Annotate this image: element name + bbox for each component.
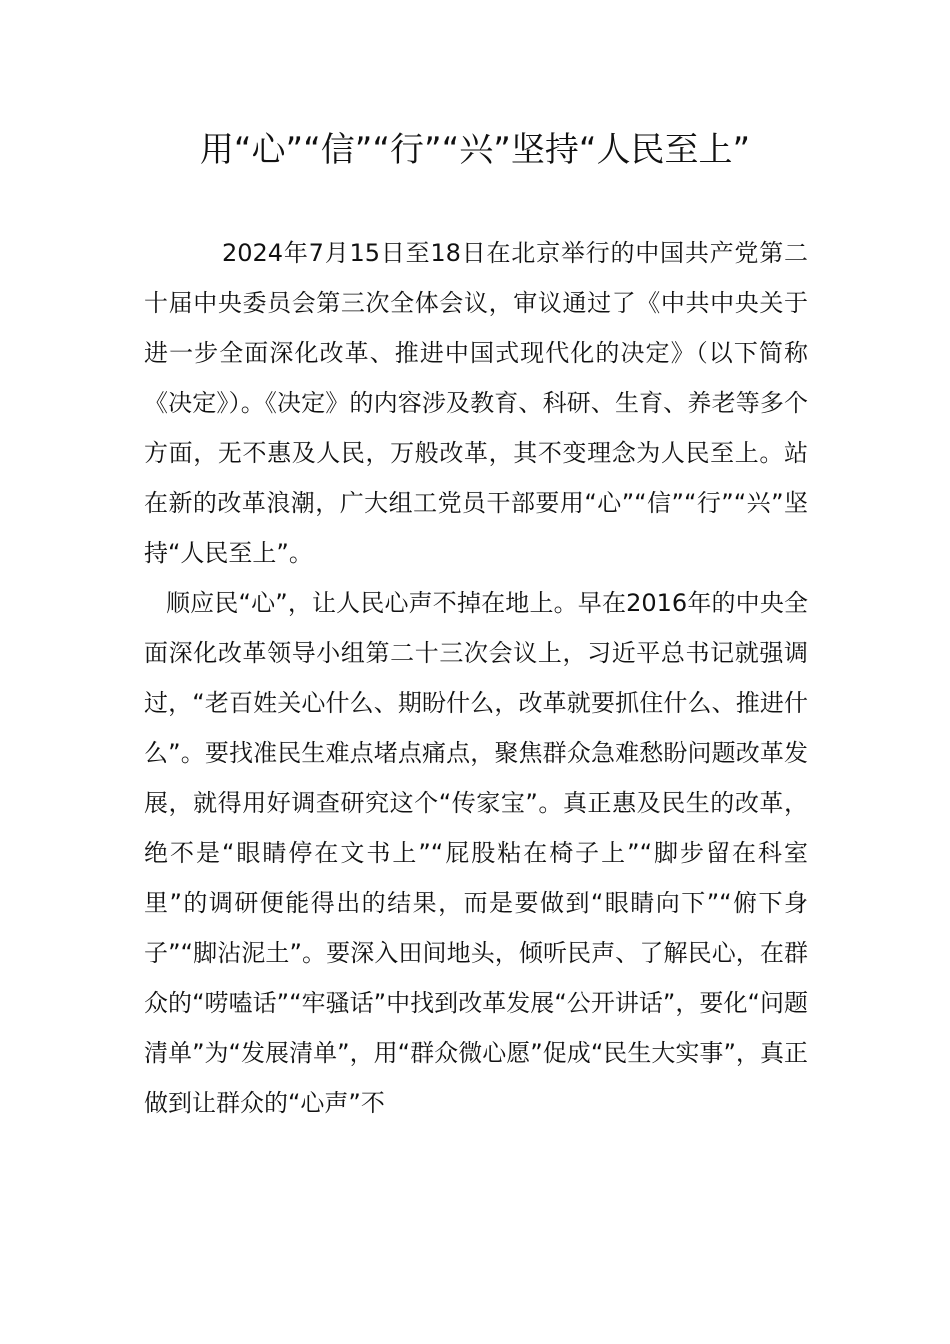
document-body (144, 228, 808, 1128)
paragraph-intro: 2024年7月15日至18日在北京举行的中国共产党第二十届中央委员会第三次全体会议，审议通过了《中共中央关于进一步全面深化改革、推进中国式现代化的决定》（以下简称《决定》）。《决定》的内容涉及教育、科研、生育、养老等多个方面，无不惠及人民，万般改革，其不变理念为人民至上。站在新的改革浪潮，广大组工党员干部要用“心”“信”“行”“兴”坚持“人民至上”。 (144, 239, 808, 567)
document-title: 用“心”“信”“行”“兴”坚持“人民至上” (199, 130, 751, 170)
paragraph-min-xin: 顺应民“心”，让人民心声不掉在地上。早在2016年的中央全面深化改革领导小组第二十三次会议上，习近平总书记就强调过，“老百姓关心什么、期盼什么，改革就要抓住什么、推进什么”。要找准民生难点堵点痛点，聚焦群众急难愁盼问题改革发展，就得用好调查研究这个“传家宝”。真正惠及民生的改革，绝不是“眼睛停在文书上”“屁股粘在椅子上”“脚步留在科室里”的调研便能得出的结果，而是要做到“眼睛向下”“俯下身子”“脚沾泥土”。要深入田间地头，倾听民声、了解民心，在群众的“唠嗑话”“牢骚话”中找到改革发展“公开讲话”，要化“问题清单”为“发展清单”，用“群众微心愿”促成“民生大实事”，真正做到让群众的“心声”不 (144, 589, 808, 1117)
